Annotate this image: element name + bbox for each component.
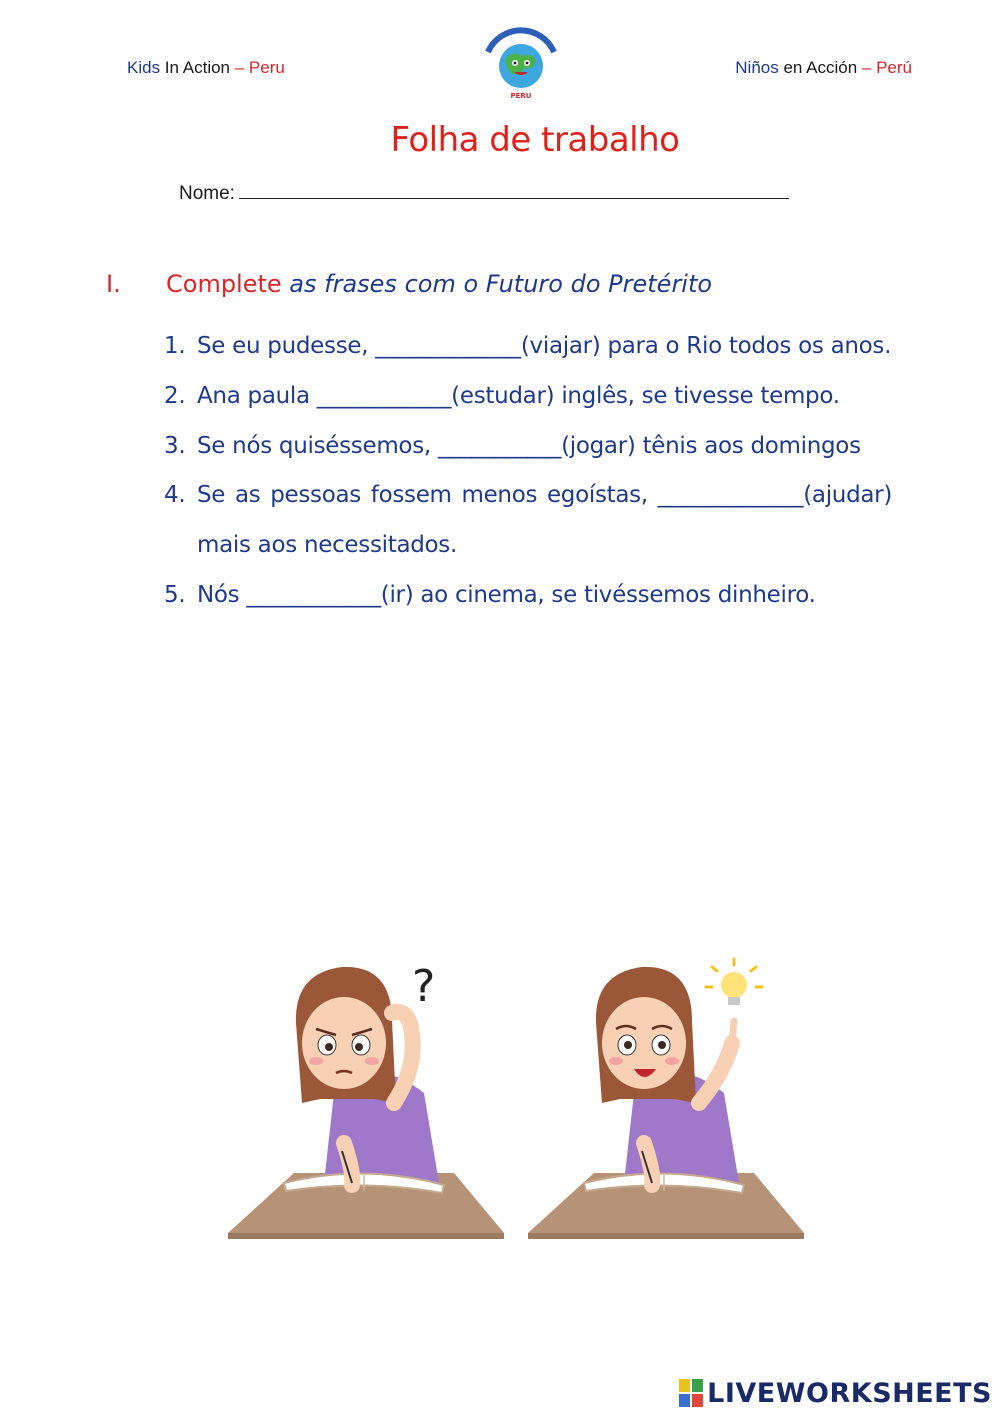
exercise-text[interactable]: Se eu pudesse, _____________(viajar) para o Rio todos os anos.	[197, 333, 892, 359]
header-left	[127, 58, 285, 78]
header-left-country: – Peru	[234, 58, 285, 77]
exercise-item	[164, 372, 892, 422]
name-field-row	[179, 181, 789, 205]
exercise-text[interactable]: Se as pessoas fossem menos egoístas, _____________(ajudar) mais aos necessitados.	[197, 482, 892, 559]
header-left-kids: Kids	[127, 58, 161, 77]
exercise-number: 5.	[164, 581, 186, 608]
liveworksheets-footer	[679, 1375, 992, 1411]
exercise-number: 1.	[164, 333, 186, 359]
liveworksheets-brand: LIVEWORKSHEETS	[707, 1377, 992, 1409]
question-mark: ?	[412, 961, 436, 1012]
confused-girl-icon	[228, 961, 504, 1239]
exercise-text[interactable]: Nós ____________(ir) ao cinema, se tivéssemos dinheiro.	[197, 581, 816, 608]
exercise-number: 3.	[164, 432, 186, 459]
header-right-en-accion: en Acción	[778, 58, 862, 77]
section-instruction: as frases com o Futuro do Pretérito	[281, 270, 713, 298]
exercise-item	[164, 571, 892, 621]
header-left-in-action: In Action	[160, 58, 235, 77]
section-keyword: Complete	[166, 270, 282, 298]
name-input-line[interactable]	[239, 181, 789, 199]
idea-girl-icon	[528, 959, 804, 1239]
liveworksheets-logo-icon	[679, 1379, 703, 1407]
exercise-item	[164, 422, 892, 472]
header-right-country: – Perú	[861, 58, 912, 77]
worksheet-title: Folha de trabalho	[390, 120, 680, 160]
exercise-number: 2.	[164, 382, 186, 409]
exercise-number: 4.	[164, 482, 186, 509]
exercise-item	[164, 322, 892, 372]
svg-text:PERU: PERU	[510, 92, 532, 100]
exercise-list	[164, 322, 892, 621]
name-label: Nome:	[179, 183, 235, 204]
exercise-text[interactable]: Se nós quiséssemos, ___________(jogar) tênis aos domingos	[197, 432, 861, 459]
illustration	[224, 893, 814, 1273]
header-right-ninos: Niños	[735, 58, 779, 77]
section-number: I.	[106, 270, 121, 298]
kids-in-action-logo	[478, 22, 564, 106]
header-right	[735, 58, 912, 78]
exercise-item	[164, 471, 892, 571]
exercise-text[interactable]: Ana paula ____________(estudar) inglês, se tivesse tempo.	[197, 382, 840, 409]
section-heading	[106, 270, 712, 298]
